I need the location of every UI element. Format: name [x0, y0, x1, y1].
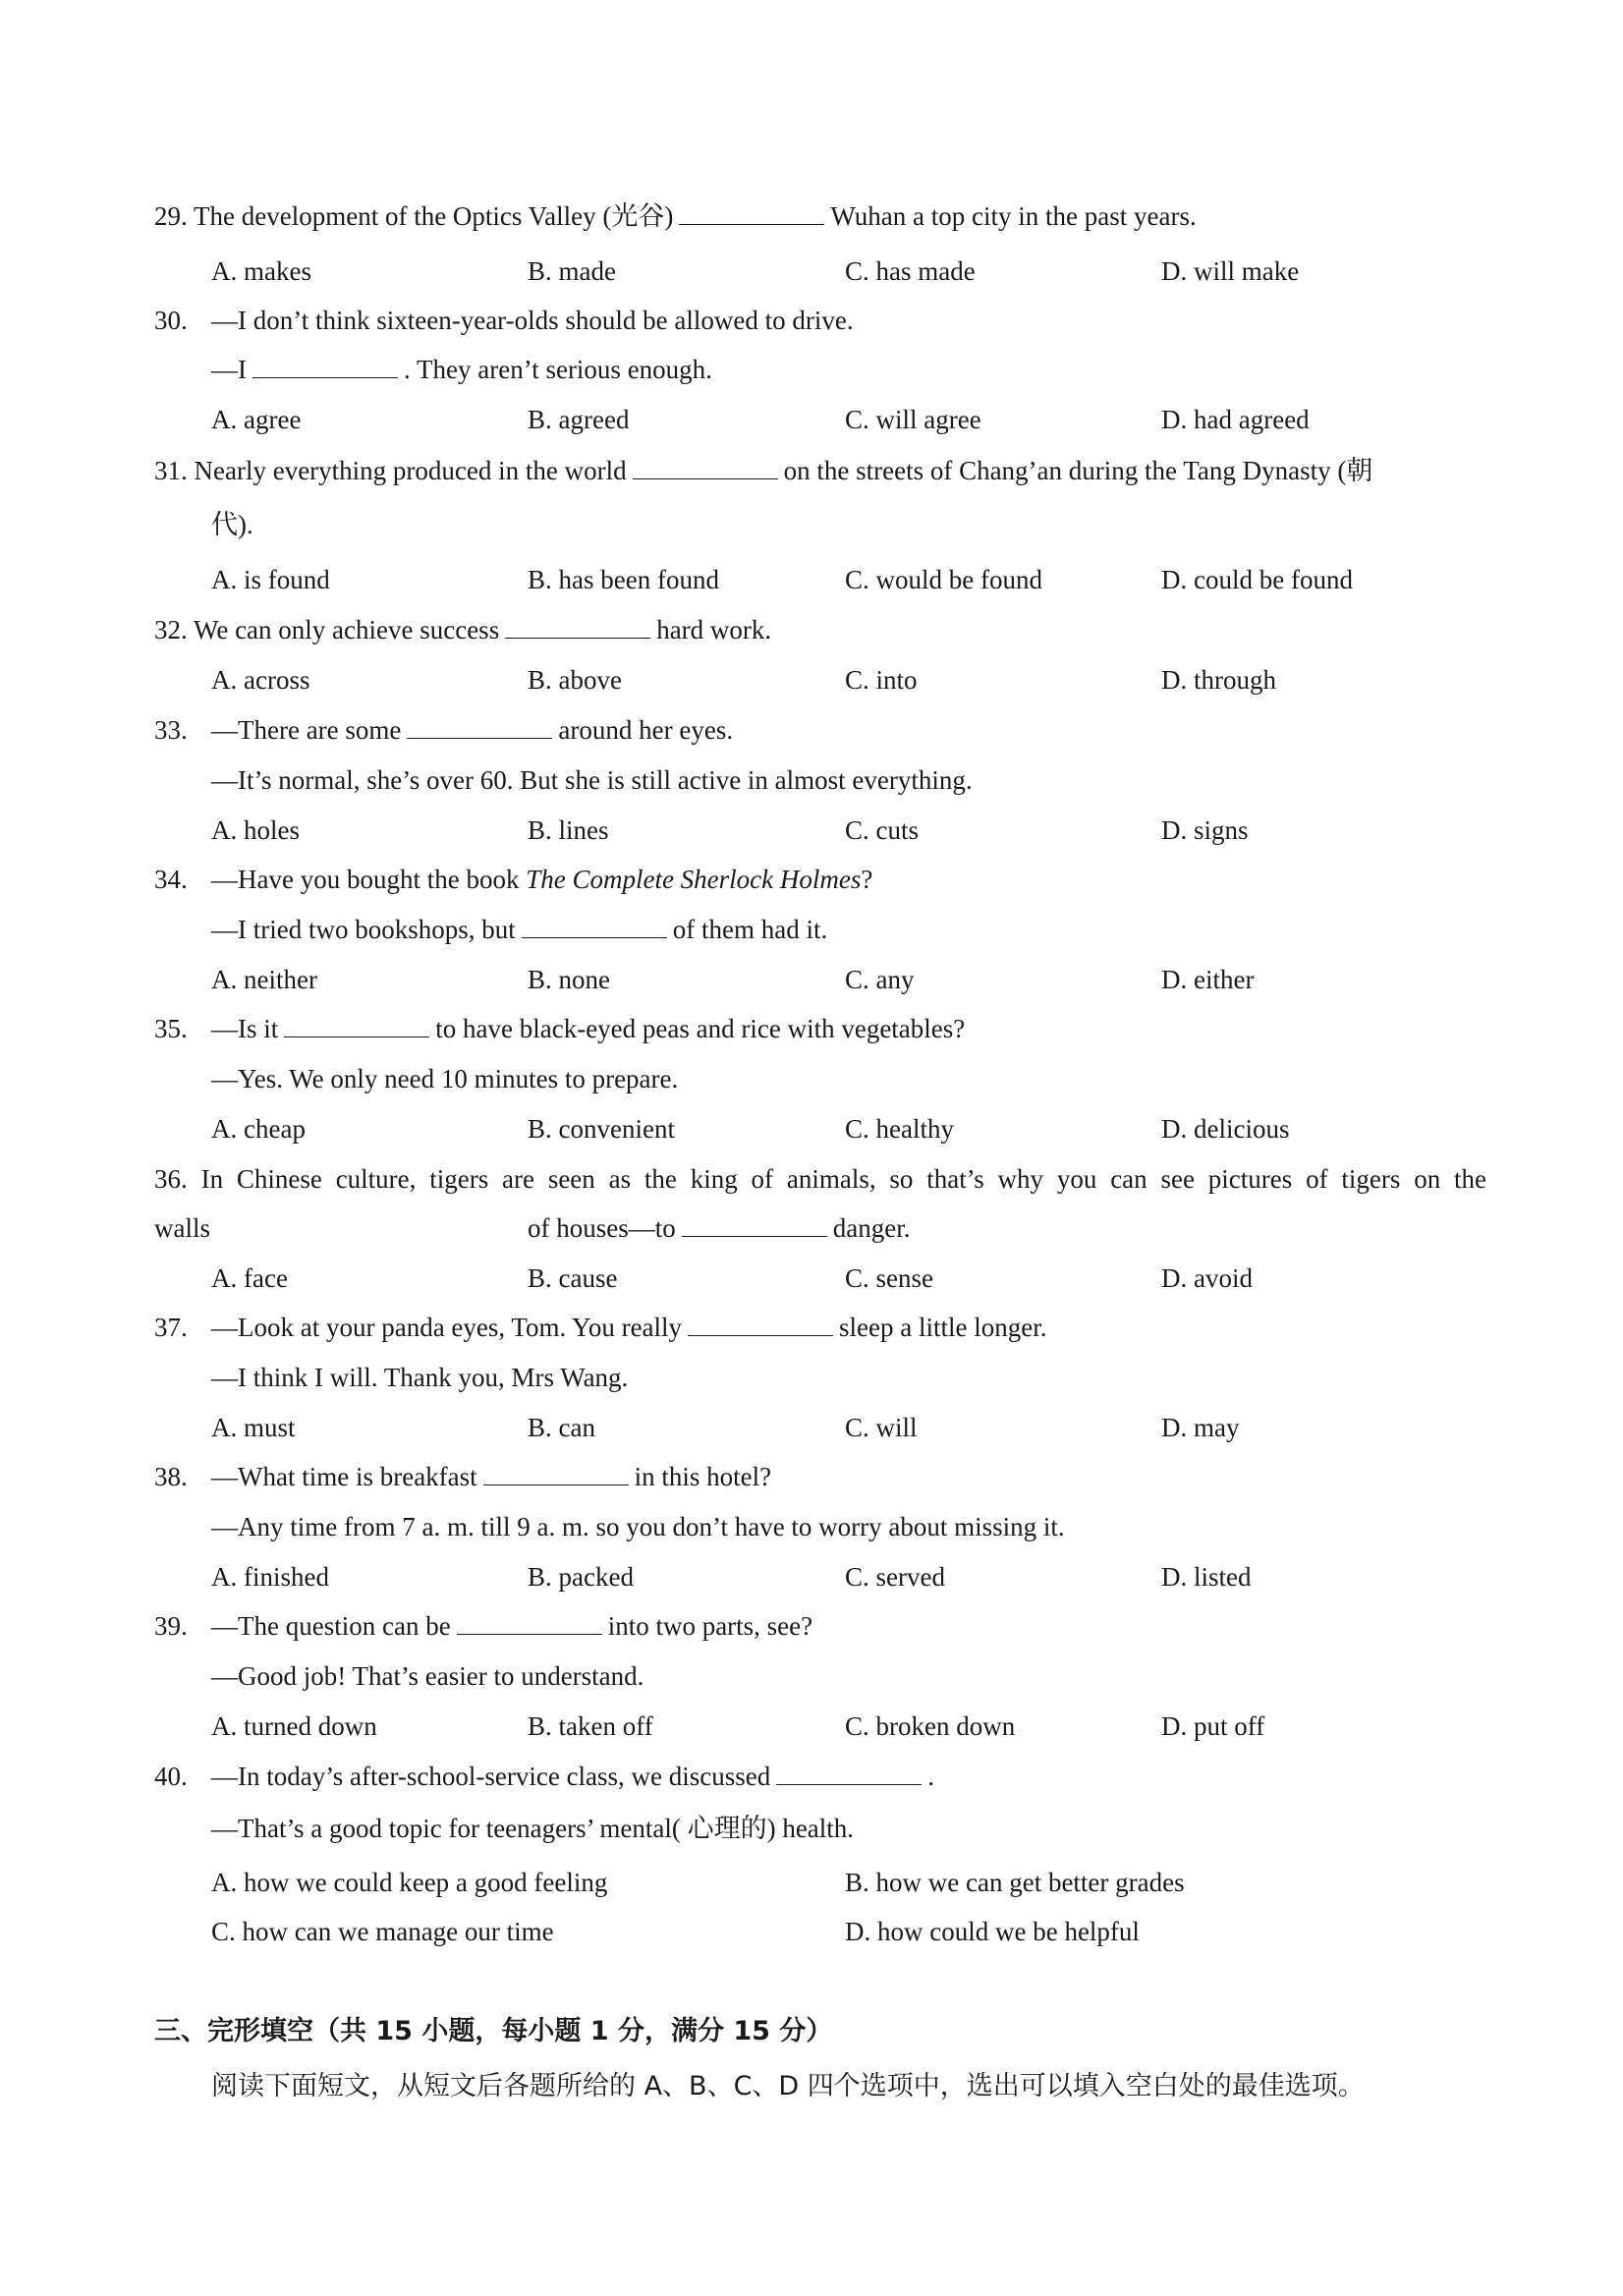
dialogue-line-2: —It’s normal, she’s over 60. But she is still active in almost everything.: [211, 765, 973, 795]
question-stem-rest: hard work.: [656, 615, 772, 644]
answer-blank: [457, 1612, 602, 1635]
option-a[interactable]: A. turned down: [211, 1711, 377, 1741]
dialogue-line-1: —Is it: [211, 1014, 279, 1043]
question-number: 37.: [154, 1313, 188, 1342]
question-stem-cont: 代).: [211, 510, 253, 539]
question-number: 38.: [154, 1462, 188, 1491]
option-d[interactable]: D. listed: [1161, 1562, 1252, 1592]
option-b[interactable]: B. convenient: [528, 1114, 675, 1144]
option-c[interactable]: C. healthy: [845, 1114, 954, 1144]
question-stem-rest: Wuhan a top city in the past years.: [830, 201, 1197, 231]
dialogue-line-2: —Yes. We only need 10 minutes to prepare.: [211, 1064, 679, 1093]
option-a[interactable]: A. agree: [211, 405, 302, 434]
dialogue-line-1-rest: .: [927, 1762, 935, 1791]
question-stem: In Chinese culture, tigers are seen as the king of animals, so that’s why you can see pictures of tigers on the: [200, 1164, 1487, 1194]
answer-blank: [407, 716, 552, 739]
dialogue-line-2: —I think I will. Thank you, Mrs Wang.: [211, 1363, 629, 1392]
dialogue-line-1-rest: to have black-eyed peas and rice with vegetables?: [435, 1014, 966, 1043]
section-instruction: 阅读下面短文，从短文后各题所给的 A、B、C、D 四个选项中，选出可以填入空白处的最佳选项。: [211, 2071, 1365, 2101]
option-b[interactable]: B. cause: [528, 1263, 618, 1293]
option-a[interactable]: A. must: [211, 1413, 296, 1442]
question-number: 40.: [154, 1762, 188, 1791]
dialogue-line-1: —Look at your panda eyes, Tom. You really: [211, 1313, 683, 1342]
option-d[interactable]: D. either: [1161, 965, 1255, 994]
option-a[interactable]: A. is found: [211, 565, 330, 594]
option-d[interactable]: D. through: [1161, 665, 1276, 695]
dialogue-line-1-rest: in this hotel?: [634, 1462, 772, 1491]
option-a[interactable]: A. makes: [211, 256, 311, 286]
option-b[interactable]: B. lines: [528, 815, 609, 845]
answer-blank: [688, 1314, 833, 1336]
dialogue-line-1: —There are some: [211, 715, 402, 745]
question-number: 33.: [154, 715, 188, 745]
dialogue-line-2: —Any time from 7 a. m. till 9 a. m. so you don’t have to worry about missing it.: [211, 1512, 1065, 1541]
question-number: 30.: [154, 306, 188, 335]
option-b[interactable]: B. packed: [528, 1562, 634, 1592]
option-d[interactable]: D. avoid: [1161, 1263, 1253, 1293]
option-b[interactable]: B. taken off: [528, 1711, 653, 1741]
option-a[interactable]: A. holes: [211, 815, 300, 845]
option-d[interactable]: D. how could we be helpful: [845, 1917, 1140, 1946]
option-a[interactable]: A. neither: [211, 965, 317, 994]
dialogue-line-1-rest: into two parts, see?: [607, 1611, 813, 1641]
option-b[interactable]: B. has been found: [528, 565, 719, 594]
dialogue-line-2-rest: of them had it.: [672, 915, 828, 944]
question-number: 36.: [154, 1164, 188, 1194]
question-stem: The development of the Optics Valley (光谷): [194, 201, 674, 231]
option-a[interactable]: A. cheap: [211, 1114, 306, 1144]
question-number: 34.: [154, 865, 188, 894]
question-stem-cont-rest: danger.: [832, 1213, 911, 1243]
option-a[interactable]: A. face: [211, 1263, 288, 1293]
option-c[interactable]: C. will: [845, 1413, 918, 1442]
question-stem: Nearly everything produced in the world: [194, 456, 627, 485]
answer-blank: [252, 356, 398, 378]
dialogue-line-1: —The question can be: [211, 1611, 451, 1641]
option-c[interactable]: C. served: [845, 1562, 945, 1592]
dialogue-line-1: —What time is breakfast: [211, 1462, 477, 1491]
option-c[interactable]: C. would be found: [845, 565, 1042, 594]
question-number: 29.: [154, 201, 188, 231]
option-c[interactable]: C. into: [845, 665, 918, 695]
dialogue-line-2: —Good job! That’s easier to understand.: [211, 1661, 644, 1691]
dialogue-line-1: —Have you bought the book: [211, 865, 520, 894]
answer-blank: [522, 916, 667, 938]
dialogue-line-1: —I don’t think sixteen-year-olds should be allowed to drive.: [211, 306, 854, 335]
answer-blank: [284, 1015, 429, 1037]
option-d[interactable]: D. delicious: [1161, 1114, 1290, 1144]
option-c[interactable]: C. has made: [845, 256, 976, 286]
answer-blank: [682, 1214, 827, 1237]
option-c[interactable]: C. will agree: [845, 405, 981, 434]
dialogue-line-2-rest: . They aren’t serious enough.: [404, 355, 712, 384]
question-number: 31.: [154, 456, 188, 485]
question-stem-cont: of houses—to: [528, 1213, 676, 1243]
option-d[interactable]: D. will make: [1161, 256, 1300, 286]
dialogue-line-2: —I: [211, 355, 247, 384]
option-a[interactable]: A. how we could keep a good feeling: [211, 1868, 608, 1897]
answer-blank: [776, 1763, 922, 1785]
question-stem: We can only achieve success: [194, 615, 500, 644]
option-c[interactable]: C. sense: [845, 1263, 933, 1293]
option-b[interactable]: B. above: [528, 665, 622, 695]
answer-blank: [633, 457, 778, 479]
option-c[interactable]: C. how can we manage our time: [211, 1917, 554, 1946]
dialogue-line-1-rest: ?: [861, 865, 873, 894]
question-number: 39.: [154, 1611, 188, 1641]
option-b[interactable]: B. can: [528, 1413, 595, 1442]
option-b[interactable]: B. made: [528, 256, 616, 286]
answer-blank: [505, 616, 650, 639]
question-stem-rest: on the streets of Chang’an during the Tang Dynasty (朝: [783, 456, 1373, 485]
answer-blank: [679, 202, 824, 225]
dialogue-line-1-rest: sleep a little longer.: [839, 1313, 1047, 1342]
question-stem-cont-left: walls: [154, 1213, 210, 1243]
option-b[interactable]: B. none: [528, 965, 610, 994]
option-b[interactable]: B. how we can get better grades: [845, 1868, 1185, 1897]
section-title: 三、完形填空（共 15 小题，每小题 1 分，满分 15 分）: [154, 2016, 833, 2046]
dialogue-line-2: —I tried two bookshops, but: [211, 915, 516, 944]
option-d[interactable]: D. may: [1161, 1413, 1240, 1442]
option-a[interactable]: A. finished: [211, 1562, 329, 1592]
answer-blank: [483, 1463, 629, 1485]
option-d[interactable]: D. had agreed: [1161, 405, 1310, 434]
question-number: 32.: [154, 615, 188, 644]
option-c[interactable]: C. any: [845, 965, 915, 994]
option-b[interactable]: B. agreed: [528, 405, 630, 434]
option-a[interactable]: A. across: [211, 665, 310, 695]
book-title: The Complete Sherlock Holmes: [526, 865, 862, 894]
dialogue-line-1: —In today’s after-school-service class, we discussed: [211, 1762, 771, 1791]
option-d[interactable]: D. put off: [1161, 1711, 1265, 1741]
option-d[interactable]: D. could be found: [1161, 565, 1353, 594]
dialogue-line-1-rest: around her eyes.: [558, 715, 734, 745]
option-c[interactable]: C. broken down: [845, 1711, 1016, 1741]
dialogue-line-2: —That’s a good topic for teenagers’ mental( 心理的) health.: [211, 1814, 855, 1843]
option-c[interactable]: C. cuts: [845, 815, 920, 845]
question-number: 35.: [154, 1014, 188, 1043]
option-d[interactable]: D. signs: [1161, 815, 1249, 845]
